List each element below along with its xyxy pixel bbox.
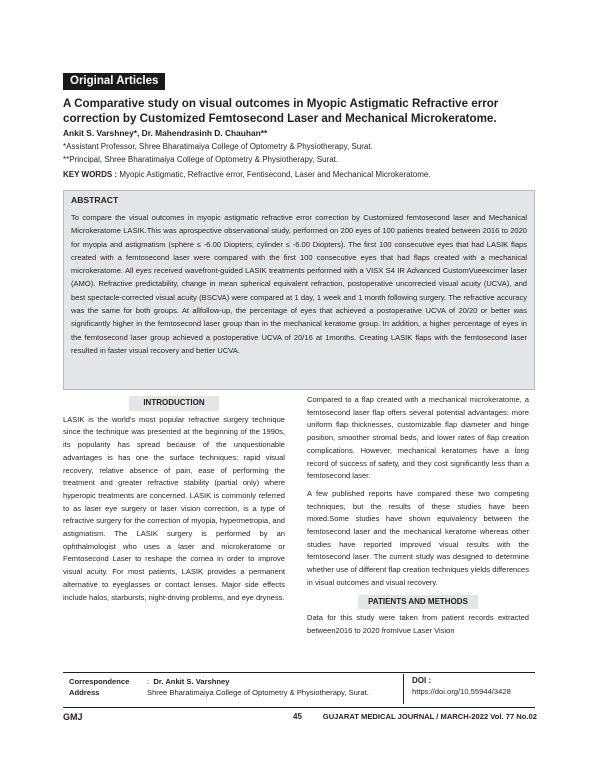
- footer-journal-abbrev: GMJ: [63, 712, 83, 722]
- footer-journal-info: GUJARAT MEDICAL JOURNAL / MARCH-2022 Vol. 77 No.02: [322, 712, 537, 721]
- abstract-text: To compare the visual outcomes in myopic astigmatic refractive error correction by Customized femtosecond laser and Mechanical Microkeratome LASIK.This was aprospective observational study, performed on 200 eyes of 100 patients treated between 2016 to 2020 for myopia and astigmatism (sphere ≤ -6.00 Diopters; cylinder ≤ -6.00 Diopters). The first 100 consecutive eyes that had LASIK flaps created with a femtosecond laser were compared with the first 100 consecutive eyes that had flaps created with a mechanical microkeratome. All eyes received wavefront-guided LASIK treatments performed with a VISX S4 IR Advanced CustomVueexcimer laser (AMO). Refractive predictability, change in mean spherical equivalent refraction, postoperative uncorrected visual acuity (UCVA), and best spectacle-corrected visual acuity (BSCVA) were compared at 1 day, 1 week and 1 month following surgery. The refractive accuracy was the same for both groups. At allfollow-up, the percentage of eyes that achieved a postoperative UCVA of 20/20 or better was significantly higher in the femtosecond laser group than in the mechanical keratome group. In addition, a higher percentage of eyes in the femtosecond laser group achieved a postoperative UCVA of 20/16 at 1months. Creating LASIK flaps with the femtosecond laser resulted in faster visual recovery and better UCVA.: [71, 213, 527, 355]
- authors: Ankit S. Varshney*, Dr. Mahendrasinh D. Chauhan**: [63, 128, 268, 138]
- correspondence-name: Dr. Ankit S. Varshney: [153, 677, 230, 686]
- abstract-box: [63, 190, 535, 390]
- left-column: [63, 396, 285, 609]
- introduction-paragraph-1: LASIK is the world's most popular refractive surgery technique since the technique was presented at the beginning of the 1990s, its popularity has spread because of the unquestionable advantages is has one the surface techniques: rapid visual recovery, relative absence of pain, ease of performing the treatment and greater refractive stability (partial only) where hyperopic treatments are concerned. LASIK is commonly referred to as laser eye surgery or laser vision correction, is a type of refractive surgery for the correction of myopia, hypermetropia, and astigmatism. The LASIK surgery is performed by an ophthalmologist who uses a laser and microkeratome or Femtosecond Laser to reshape the cornea in order to improve visual acuity. For most patients, LASIK provides a permanent alternative to eyeglasses or contact lenses. Major side effects include halos, starbursts, night-driving problems, and eye dryness.: [63, 414, 285, 602]
- abstract-heading: ABSTRACT: [71, 195, 119, 205]
- introduction-paragraph-2: Compared to a flap created with a mechanical microkeratome, a femtosecond laser flap offers several potential advantages: more uniform flap thicknesses, customizable flap diameter and hinge position, smoother stromal beds, and lower rates of flap creation complications. However, mechanical keratomes have a long record of success of safety, and they cost significantly less than a femtosecond laser.: [307, 395, 529, 481]
- correspondence-address: Shree Bharatimaiya College of Optometry & Physiotherapy, Surat.: [147, 688, 369, 697]
- introduction-paragraph-3: A few published reports have compared these two competing techniques, but the results of these studies have been mixed.Some studies have shown equivalency between the femtosecond laser and the mechanical keratome whereas other studies have reported improved visual results with the femtosecond laser. The current study was designed to determine whether use of different flap creation techniques yields differences in visual outcomes and visual recovery.: [307, 488, 529, 587]
- page-number: 45: [293, 712, 302, 721]
- affiliation-2: **Principal, Shree Bharatimaiya College of Optometry & Physiotherapy, Surat.: [63, 155, 339, 164]
- correspondence-colon: :: [147, 677, 150, 686]
- correspondence-value: [147, 676, 369, 698]
- doi-link[interactable]: https://doi.org/10.55944/3428: [412, 687, 511, 696]
- keywords-text: Myopic Astigmatic, Refractive error, Fentisecond, Laser and Mechanical Microkeratome.: [119, 170, 431, 179]
- correspondence-label: [69, 676, 129, 698]
- section-tag: Original Articles: [63, 73, 165, 90]
- correspondence-label-2: Address: [69, 688, 100, 697]
- keywords: [63, 170, 431, 179]
- affiliation-1: *Assistant Professor, Shree Bharatimaiya College of Optometry & Physiotherapy, Surat.: [63, 142, 373, 151]
- methods-paragraph: Data for this study were taken from patient records extracted between2016 to 2020 fromIvue Laser Vision: [307, 613, 529, 635]
- methods-heading: PATIENTS AND METHODS: [358, 595, 478, 610]
- doi-box: [403, 674, 533, 704]
- doi-label: DOI :: [412, 676, 432, 685]
- introduction-heading: INTRODUCTION: [129, 396, 219, 411]
- correspondence-box: [63, 672, 535, 708]
- keywords-label: KEY WORDS :: [63, 170, 118, 179]
- right-column: [307, 394, 529, 643]
- article-title: A Comparative study on visual outcomes in Myopic Astigmatic Refractive error correction by Customized Femtosecond Laser and Mechanical Microkeratome.: [63, 97, 499, 125]
- correspondence-label-1: Correspondence: [69, 677, 130, 686]
